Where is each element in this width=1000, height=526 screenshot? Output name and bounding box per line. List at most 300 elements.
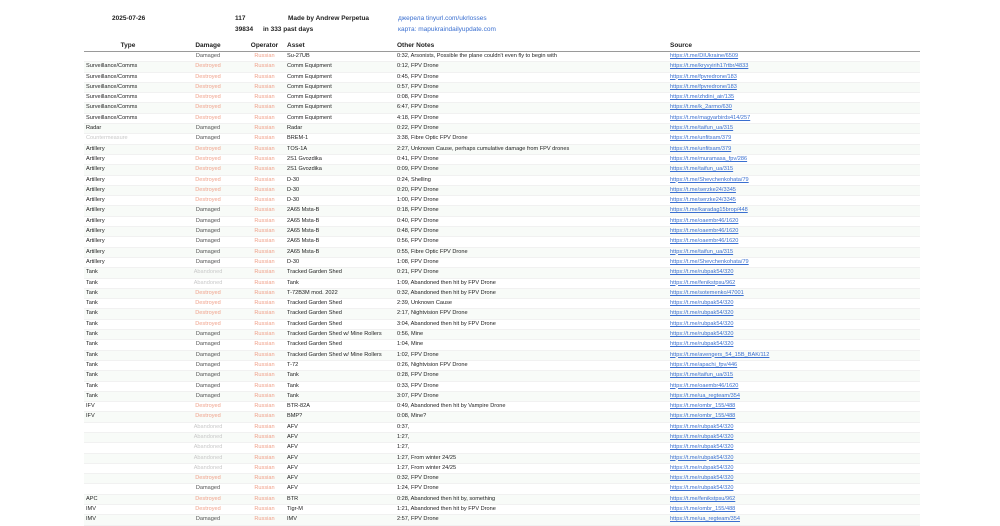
table-row bbox=[84, 360, 920, 370]
operator-cell: Russian bbox=[244, 206, 285, 216]
asset-cell: 2A65 Msta-B bbox=[285, 247, 395, 257]
table-row bbox=[84, 196, 920, 206]
damage-cell: Damaged bbox=[172, 134, 244, 144]
sources-link[interactable]: джерела tinyurl.com/ukrlosses bbox=[398, 15, 487, 22]
asset-cell: Comm Equipment bbox=[285, 93, 395, 103]
source-link[interactable]: https://t.me/ua_regteam/354 bbox=[668, 391, 920, 401]
total-count: 117 bbox=[235, 15, 246, 22]
table-row bbox=[84, 453, 920, 463]
asset-cell: AFV bbox=[285, 422, 395, 432]
source-link[interactable]: https://t.me/unfitsam/379 bbox=[668, 144, 920, 154]
type-cell: Surveillance/Comms bbox=[84, 72, 172, 82]
damage-cell: Damaged bbox=[172, 350, 244, 360]
table-row bbox=[84, 278, 920, 288]
source-link[interactable]: https://t.me/taifun_ua/315 bbox=[668, 247, 920, 257]
type-cell: Tank bbox=[84, 350, 172, 360]
source-link[interactable]: https://t.me/oaembr46/1620 bbox=[668, 381, 920, 391]
notes-cell: 0:45, FPV Drone bbox=[395, 72, 668, 82]
table-row bbox=[84, 484, 920, 494]
asset-cell: Tank bbox=[285, 391, 395, 401]
asset-cell: T-72B3M mod. 2022 bbox=[285, 288, 395, 298]
table-row bbox=[84, 391, 920, 401]
asset-cell: Tracked Garden Shed bbox=[285, 340, 395, 350]
operator-cell: Russian bbox=[244, 402, 285, 412]
type-cell: Surveillance/Comms bbox=[84, 62, 172, 72]
damage-cell: Destroyed bbox=[172, 288, 244, 298]
damage-cell: Destroyed bbox=[172, 412, 244, 422]
notes-cell: 1:02, FPV Drone bbox=[395, 350, 668, 360]
type-cell: Artillery bbox=[84, 196, 172, 206]
notes-cell: 0:32, FPV Drone bbox=[395, 474, 668, 484]
damage-cell: Destroyed bbox=[172, 113, 244, 123]
notes-cell: 2:57, FPV Drone bbox=[395, 515, 668, 525]
operator-cell: Russian bbox=[244, 154, 285, 164]
table-row bbox=[84, 185, 920, 195]
author-credit: Made by Andrew Perpetua bbox=[288, 15, 370, 22]
operator-cell: Russian bbox=[244, 82, 285, 92]
type-cell: Artillery bbox=[84, 247, 172, 257]
source-link[interactable]: https://t.me/rubpak54/320 bbox=[668, 422, 920, 432]
asset-cell: Tigr-M bbox=[285, 505, 395, 515]
source-link[interactable]: https://t.me/apachi_fpv/446 bbox=[668, 360, 920, 370]
days-count-value: 39834 bbox=[235, 26, 254, 33]
table-row bbox=[84, 319, 920, 329]
type-cell: Tank bbox=[84, 371, 172, 381]
operator-cell: Russian bbox=[244, 93, 285, 103]
notes-cell: 0:18, FPV Drone bbox=[395, 206, 668, 216]
source-link[interactable]: https://t.me/rubpak54/320 bbox=[668, 299, 920, 309]
notes-cell: 1:09, Abandoned then hit by FPV Drone bbox=[395, 278, 668, 288]
source-link[interactable]: https://t.me/rubpak54/320 bbox=[668, 330, 920, 340]
type-cell: Artillery bbox=[84, 144, 172, 154]
table-row bbox=[84, 505, 920, 515]
notes-cell: 0:33, FPV Drone bbox=[395, 381, 668, 391]
notes-cell: 0:40, FPV Drone bbox=[395, 216, 668, 226]
damage-cell: Damaged bbox=[172, 371, 244, 381]
damage-cell: Damaged bbox=[172, 330, 244, 340]
source-link[interactable]: https://t.me/kryvyirih17rtbr/4833 bbox=[668, 62, 920, 72]
source-link[interactable]: https://t.me/Shevchenkohata/79 bbox=[668, 257, 920, 267]
damage-cell: Destroyed bbox=[172, 494, 244, 504]
table-row bbox=[84, 340, 920, 350]
asset-cell: BREM-1 bbox=[285, 134, 395, 144]
asset-cell: Comm Equipment bbox=[285, 72, 395, 82]
asset-cell: Comm Equipment bbox=[285, 82, 395, 92]
table-row bbox=[84, 309, 920, 319]
table-row bbox=[84, 165, 920, 175]
type-cell: Artillery bbox=[84, 165, 172, 175]
notes-cell: 2:27, Unknown Cause, perhaps cumulative damage from FPV drones bbox=[395, 144, 668, 154]
type-cell: Artillery bbox=[84, 257, 172, 267]
type-cell: Artillery bbox=[84, 216, 172, 226]
table-row bbox=[84, 288, 920, 298]
asset-cell: BTR bbox=[285, 494, 395, 504]
operator-cell: Russian bbox=[244, 62, 285, 72]
table-row bbox=[84, 463, 920, 473]
source-link[interactable]: https://t.me/magyarbirds414/257 bbox=[668, 113, 920, 123]
operator-cell: Russian bbox=[244, 484, 285, 494]
asset-cell: AFV bbox=[285, 463, 395, 473]
table-row bbox=[84, 350, 920, 360]
source-link[interactable]: https://t.me/unfitsam/379 bbox=[668, 134, 920, 144]
notes-cell: 0:28, FPV Drone bbox=[395, 371, 668, 381]
asset-cell: D-30 bbox=[285, 185, 395, 195]
table-row bbox=[84, 381, 920, 391]
source-link[interactable]: https://t.me/rubpak54/320 bbox=[668, 340, 920, 350]
damage-cell: Damaged bbox=[172, 206, 244, 216]
type-cell: Tank bbox=[84, 391, 172, 401]
operator-cell: Russian bbox=[244, 268, 285, 278]
report-date: 2025-07-26 bbox=[112, 15, 146, 22]
damage-cell: Damaged bbox=[172, 237, 244, 247]
notes-cell: 3:38, Fibre Optic FPV Drone bbox=[395, 134, 668, 144]
notes-cell: 1:24, FPV Drone bbox=[395, 484, 668, 494]
type-cell bbox=[84, 484, 172, 494]
asset-cell: Su-27UB bbox=[285, 52, 395, 62]
table-row bbox=[84, 154, 920, 164]
asset-cell: D-30 bbox=[285, 196, 395, 206]
damage-cell: Destroyed bbox=[172, 319, 244, 329]
damage-cell: Damaged bbox=[172, 360, 244, 370]
operator-cell: Russian bbox=[244, 103, 285, 113]
notes-cell: 0:55, Fibre Optic FPV Drone bbox=[395, 247, 668, 257]
type-cell: Surveillance/Comms bbox=[84, 82, 172, 92]
type-cell: IFV bbox=[84, 402, 172, 412]
operator-cell: Russian bbox=[244, 391, 285, 401]
source-link[interactable]: https://t.me/fpvredrone/183 bbox=[668, 82, 920, 92]
col-damage-header[interactable]: Damage bbox=[172, 41, 244, 52]
table-row bbox=[84, 124, 920, 134]
asset-cell: Tracked Garden Shed bbox=[285, 319, 395, 329]
table-row bbox=[84, 402, 920, 412]
table-row bbox=[84, 103, 920, 113]
notes-cell: 0:32, Arsonists, Possible the plane couldn't even fly to begin with bbox=[395, 52, 668, 62]
damage-cell: Abandoned bbox=[172, 422, 244, 432]
table-row bbox=[84, 412, 920, 422]
asset-cell: Comm Equipment bbox=[285, 62, 395, 72]
type-cell: IMV bbox=[84, 505, 172, 515]
asset-cell: Tracked Garden Shed w/ Mine Rollers bbox=[285, 350, 395, 360]
operator-cell: Russian bbox=[244, 360, 285, 370]
source-link[interactable]: https://t.me/oaembr46/1620 bbox=[668, 237, 920, 247]
notes-cell: 0:41, FPV Drone bbox=[395, 154, 668, 164]
notes-cell: 6:47, FPV Drone bbox=[395, 103, 668, 113]
damage-cell: Abandoned bbox=[172, 453, 244, 463]
damage-cell: Destroyed bbox=[172, 72, 244, 82]
notes-cell: 0:57, FPV Drone bbox=[395, 82, 668, 92]
table-row bbox=[84, 268, 920, 278]
col-notes-header[interactable]: Other Notes bbox=[395, 41, 668, 52]
source-link[interactable]: https://t.me/oaembr46/1620 bbox=[668, 227, 920, 237]
damage-cell: Destroyed bbox=[172, 103, 244, 113]
source-link[interactable]: https://t.me/oaembr46/1620 bbox=[668, 216, 920, 226]
notes-cell: 2:17, Nightvision FPV Drone bbox=[395, 309, 668, 319]
source-link[interactable]: https://t.me/serzke24/3345 bbox=[668, 196, 920, 206]
asset-cell: AFV bbox=[285, 432, 395, 442]
table-row bbox=[84, 82, 920, 92]
header-row bbox=[84, 41, 920, 52]
notes-cell: 3:04, Abandoned then hit by FPV Drone bbox=[395, 319, 668, 329]
table-row bbox=[84, 175, 920, 185]
damage-cell: Destroyed bbox=[172, 402, 244, 412]
operator-cell: Russian bbox=[244, 381, 285, 391]
asset-cell: 2A65 Msta-B bbox=[285, 237, 395, 247]
table-row bbox=[84, 237, 920, 247]
asset-cell: 2A65 Msta-B bbox=[285, 206, 395, 216]
asset-cell: AFV bbox=[285, 484, 395, 494]
operator-cell: Russian bbox=[244, 257, 285, 267]
table-row bbox=[84, 474, 920, 484]
damage-cell: Damaged bbox=[172, 124, 244, 134]
notes-cell: 0:21, FPV Drone bbox=[395, 268, 668, 278]
source-link[interactable]: https://t.me/muramasa_fpv/286 bbox=[668, 154, 920, 164]
type-cell: Tank bbox=[84, 299, 172, 309]
type-cell: Tank bbox=[84, 360, 172, 370]
type-cell: Artillery bbox=[84, 227, 172, 237]
asset-cell: AFV bbox=[285, 443, 395, 453]
table-row bbox=[84, 206, 920, 216]
asset-cell: Tracked Garden Shed bbox=[285, 268, 395, 278]
damage-cell: Destroyed bbox=[172, 474, 244, 484]
notes-cell: 2:39, Unknown Cause bbox=[395, 299, 668, 309]
damage-cell: Destroyed bbox=[172, 62, 244, 72]
type-cell: IFV bbox=[84, 412, 172, 422]
source-link[interactable]: https://t.me/avengers_54_15B_BAK/112 bbox=[668, 350, 920, 360]
source-link[interactable]: https://t.me/rubpak54/320 bbox=[668, 463, 920, 473]
damage-cell: Damaged bbox=[172, 227, 244, 237]
notes-cell: 0:08, Mine? bbox=[395, 412, 668, 422]
notes-cell: 0:09, FPV Drone bbox=[395, 165, 668, 175]
col-type-header[interactable]: Type bbox=[84, 41, 172, 52]
damage-cell: Destroyed bbox=[172, 165, 244, 175]
operator-cell: Russian bbox=[244, 247, 285, 257]
notes-cell: 0:22, FPV Drone bbox=[395, 124, 668, 134]
asset-cell: D-30 bbox=[285, 175, 395, 185]
damage-cell: Damaged bbox=[172, 391, 244, 401]
type-cell: Tank bbox=[84, 288, 172, 298]
table-row bbox=[84, 247, 920, 257]
asset-cell: Tracked Garden Shed bbox=[285, 309, 395, 319]
type-cell: Artillery bbox=[84, 206, 172, 216]
table-row bbox=[84, 422, 920, 432]
asset-cell: AFV bbox=[285, 474, 395, 484]
type-cell bbox=[84, 453, 172, 463]
asset-cell: BTR-82A bbox=[285, 402, 395, 412]
notes-cell: 4:18, FPV Drone bbox=[395, 113, 668, 123]
operator-cell: Russian bbox=[244, 432, 285, 442]
operator-cell: Russian bbox=[244, 72, 285, 82]
notes-cell: 1:04, Mine bbox=[395, 340, 668, 350]
asset-cell: Tank bbox=[285, 371, 395, 381]
notes-cell: 1:27, From winter 24/25 bbox=[395, 463, 668, 473]
type-cell bbox=[84, 443, 172, 453]
type-cell: Tank bbox=[84, 278, 172, 288]
table-body bbox=[84, 52, 920, 526]
operator-cell: Russian bbox=[244, 340, 285, 350]
type-cell: Countermeasure bbox=[84, 134, 172, 144]
asset-cell: TOS-1A bbox=[285, 144, 395, 154]
operator-cell: Russian bbox=[244, 134, 285, 144]
type-cell: Surveillance/Comms bbox=[84, 93, 172, 103]
damage-cell: Abandoned bbox=[172, 268, 244, 278]
type-cell: Tank bbox=[84, 309, 172, 319]
damage-cell: Destroyed bbox=[172, 154, 244, 164]
operator-cell: Russian bbox=[244, 494, 285, 504]
days-count-text: in 333 past days bbox=[263, 26, 314, 33]
asset-cell: Tracked Garden Shed w/ Mine Rollers bbox=[285, 330, 395, 340]
operator-cell: Russian bbox=[244, 216, 285, 226]
source-link[interactable]: https://t.me/rubpak54/320 bbox=[668, 443, 920, 453]
type-cell: IMV bbox=[84, 515, 172, 525]
notes-cell: 0:08, FPV Drone bbox=[395, 93, 668, 103]
notes-cell: 1:27, bbox=[395, 432, 668, 442]
operator-cell: Russian bbox=[244, 422, 285, 432]
type-cell bbox=[84, 463, 172, 473]
type-cell: Artillery bbox=[84, 175, 172, 185]
operator-cell: Russian bbox=[244, 299, 285, 309]
type-cell: Surveillance/Comms bbox=[84, 103, 172, 113]
source-link[interactable]: https://t.me/rubpak54/320 bbox=[668, 309, 920, 319]
col-operator-header[interactable]: Operator bbox=[244, 41, 285, 52]
damage-cell: Destroyed bbox=[172, 82, 244, 92]
source-link[interactable]: https://t.me/Shevchenkohata/79 bbox=[668, 175, 920, 185]
col-source-header[interactable]: Source bbox=[668, 41, 920, 52]
source-link[interactable]: https://t.me/fpvredrone/183 bbox=[668, 72, 920, 82]
table-row bbox=[84, 494, 920, 504]
source-link[interactable]: https://t.me/sotemenko/47001 bbox=[668, 288, 920, 298]
source-link[interactable]: https://t.me/taifun_ua/315 bbox=[668, 124, 920, 134]
asset-cell: Radar bbox=[285, 124, 395, 134]
source-link[interactable]: https://t.me/fenikstpsu/962 bbox=[668, 278, 920, 288]
table-row bbox=[84, 113, 920, 123]
operator-cell: Russian bbox=[244, 185, 285, 195]
source-link[interactable]: https://t.me/serzke24/3345 bbox=[668, 185, 920, 195]
type-cell bbox=[84, 52, 172, 62]
operator-cell: Russian bbox=[244, 52, 285, 62]
operator-cell: Russian bbox=[244, 453, 285, 463]
operator-cell: Russian bbox=[244, 165, 285, 175]
asset-cell: Tracked Garden Shed bbox=[285, 299, 395, 309]
operator-cell: Russian bbox=[244, 443, 285, 453]
operator-cell: Russian bbox=[244, 350, 285, 360]
notes-cell: 0:20, FPV Drone bbox=[395, 185, 668, 195]
table-row bbox=[84, 443, 920, 453]
map-link[interactable]: карта: mapukraindailyupdate.com bbox=[398, 26, 496, 33]
source-link[interactable]: https://t.me/zhdini_air/135 bbox=[668, 93, 920, 103]
damage-cell: Abandoned bbox=[172, 463, 244, 473]
operator-cell: Russian bbox=[244, 113, 285, 123]
type-cell: Tank bbox=[84, 381, 172, 391]
col-asset-header[interactable]: Asset bbox=[285, 41, 395, 52]
asset-cell: 2A65 Msta-B bbox=[285, 227, 395, 237]
type-cell: Tank bbox=[84, 340, 172, 350]
operator-cell: Russian bbox=[244, 463, 285, 473]
source-link[interactable]: https://t.me/ombr_155/488 bbox=[668, 412, 920, 422]
table-row bbox=[84, 52, 920, 62]
source-link[interactable]: https://t.me/ombr_155/488 bbox=[668, 402, 920, 412]
damage-cell: Destroyed bbox=[172, 505, 244, 515]
damage-cell: Destroyed bbox=[172, 299, 244, 309]
asset-cell: IMV bbox=[285, 515, 395, 525]
asset-cell: T-72 bbox=[285, 360, 395, 370]
operator-cell: Russian bbox=[244, 474, 285, 484]
source-link[interactable]: https://t.me/taifun_ua/315 bbox=[668, 165, 920, 175]
operator-cell: Russian bbox=[244, 319, 285, 329]
operator-cell: Russian bbox=[244, 124, 285, 134]
source-link[interactable]: https://t.me/ombr_155/488 bbox=[668, 505, 920, 515]
source-link[interactable]: https://t.me/rubpak54/320 bbox=[668, 474, 920, 484]
notes-cell: 0:56, FPV Drone bbox=[395, 237, 668, 247]
damage-cell: Destroyed bbox=[172, 185, 244, 195]
type-cell: Artillery bbox=[84, 154, 172, 164]
type-cell: Tank bbox=[84, 268, 172, 278]
damage-cell: Damaged bbox=[172, 247, 244, 257]
asset-cell: Comm Equipment bbox=[285, 103, 395, 113]
source-link[interactable]: https://t.me/rubpak54/320 bbox=[668, 268, 920, 278]
source-link[interactable]: https://t.me/rubpak54/320 bbox=[668, 432, 920, 442]
operator-cell: Russian bbox=[244, 278, 285, 288]
type-cell: Artillery bbox=[84, 237, 172, 247]
notes-cell: 1:08, FPV Drone bbox=[395, 257, 668, 267]
notes-cell: 0:32, Abandoned then hit by FPV Drone bbox=[395, 288, 668, 298]
table-row bbox=[84, 216, 920, 226]
table-row bbox=[84, 144, 920, 154]
type-cell bbox=[84, 432, 172, 442]
damage-cell: Abandoned bbox=[172, 443, 244, 453]
damage-cell: Abandoned bbox=[172, 432, 244, 442]
damage-cell: Destroyed bbox=[172, 309, 244, 319]
source-link[interactable]: https://t.me/rubpak54/320 bbox=[668, 319, 920, 329]
asset-cell: Comm Equipment bbox=[285, 113, 395, 123]
notes-cell: 1:21, Abandoned then hit by FPV Drone bbox=[395, 505, 668, 515]
operator-cell: Russian bbox=[244, 196, 285, 206]
source-link[interactable]: https://t.me/k_2armo/630 bbox=[668, 103, 920, 113]
notes-cell: 0:28, Abandoned then hit by, something bbox=[395, 494, 668, 504]
source-link[interactable]: https://t.me/ua_regteam/354 bbox=[668, 515, 920, 525]
operator-cell: Russian bbox=[244, 515, 285, 525]
source-link[interactable]: https://t.me/DIUkraine/6509 bbox=[668, 52, 920, 62]
source-link[interactable]: https://t.me/rubpak54/320 bbox=[668, 453, 920, 463]
type-cell: Surveillance/Comms bbox=[84, 113, 172, 123]
asset-cell: 2S1 Gvozdika bbox=[285, 165, 395, 175]
source-link[interactable]: https://t.me/karadag15brop/448 bbox=[668, 206, 920, 216]
damage-cell: Damaged bbox=[172, 484, 244, 494]
damage-cell: Destroyed bbox=[172, 93, 244, 103]
asset-cell: 2S1 Gvozdika bbox=[285, 154, 395, 164]
damage-cell: Destroyed bbox=[172, 144, 244, 154]
table-row bbox=[84, 371, 920, 381]
notes-cell: 0:26, Nightvision FPV Drone bbox=[395, 360, 668, 370]
table-row bbox=[84, 299, 920, 309]
table-row bbox=[84, 227, 920, 237]
table-row bbox=[84, 257, 920, 267]
source-link[interactable]: https://t.me/rubpak54/320 bbox=[668, 484, 920, 494]
damage-cell: Destroyed bbox=[172, 175, 244, 185]
operator-cell: Russian bbox=[244, 144, 285, 154]
asset-cell: BMP? bbox=[285, 412, 395, 422]
notes-cell: 0:24, Shelling bbox=[395, 175, 668, 185]
source-link[interactable]: https://t.me/fenikstpsu/962 bbox=[668, 494, 920, 504]
source-link[interactable]: https://t.me/taifun_ua/315 bbox=[668, 371, 920, 381]
notes-cell: 1:27, From winter 24/25 bbox=[395, 453, 668, 463]
operator-cell: Russian bbox=[244, 309, 285, 319]
table-row bbox=[84, 62, 920, 72]
losses-table bbox=[84, 41, 920, 526]
notes-cell: 0:48, FPV Drone bbox=[395, 227, 668, 237]
operator-cell: Russian bbox=[244, 288, 285, 298]
operator-cell: Russian bbox=[244, 237, 285, 247]
table-row bbox=[84, 432, 920, 442]
